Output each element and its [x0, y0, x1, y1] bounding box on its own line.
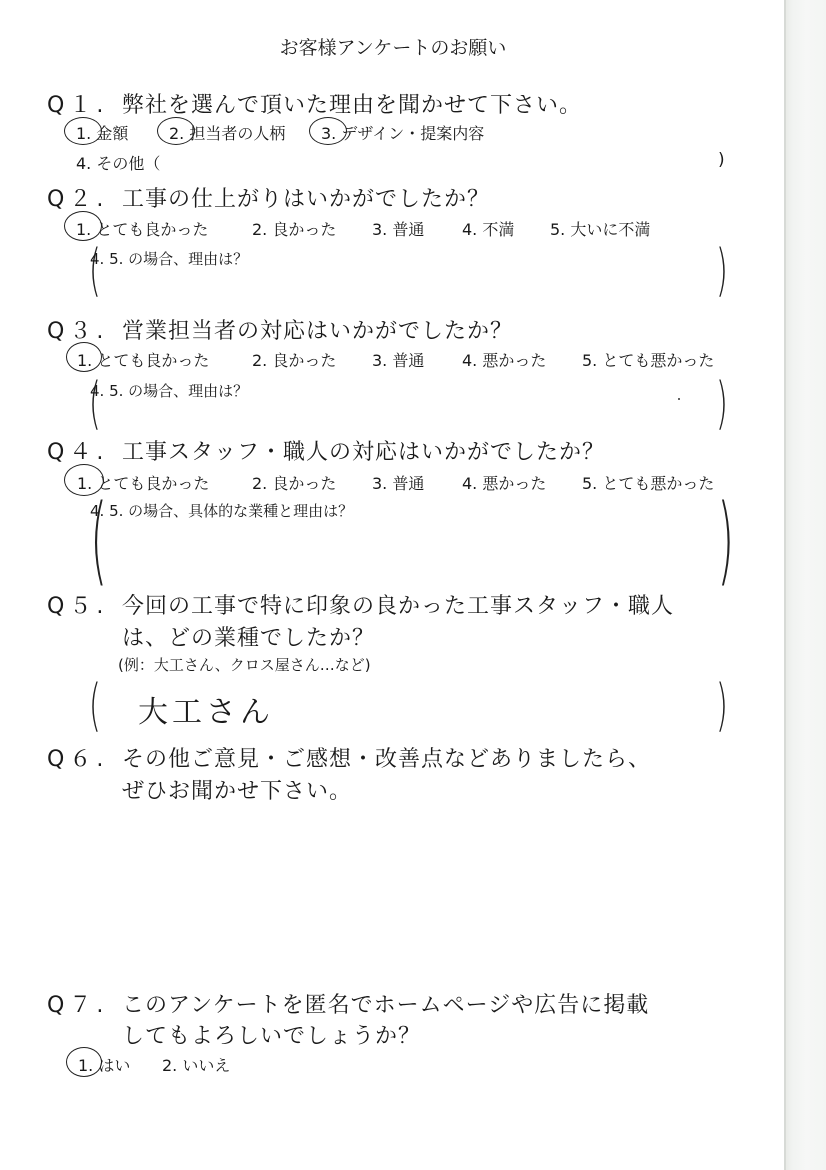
survey-title: お客様アンケートのお願い — [279, 37, 507, 59]
q2-option-1[interactable]: 1. とても良かった — [76, 220, 209, 239]
q5-answer-open-paren: ( — [88, 673, 101, 738]
q3-reason-open-paren: ( — [88, 371, 101, 436]
q2-option-3[interactable]: 3. 普通 — [372, 220, 425, 239]
scan-page-edge — [786, 0, 826, 1170]
q4-number: Q４. — [47, 440, 109, 465]
q5-question-line1: 今回の工事で特に印象の良かった工事スタッフ・職人 — [122, 594, 675, 619]
q7-option-2[interactable]: 2. いいえ — [162, 1056, 231, 1075]
q3-reason-label: 4. 5. の場合、理由は？ — [90, 382, 249, 400]
q7-question-line1: このアンケートを匿名でホームページや広告に掲載 — [122, 993, 650, 1018]
q3-option-3[interactable]: 3. 普通 — [372, 351, 425, 370]
q3-option-4[interactable]: 4. 悪かった — [462, 351, 547, 370]
q4-option-1[interactable]: 1. とても良かった — [77, 474, 210, 493]
q4-option-3[interactable]: 3. 普通 — [372, 474, 425, 493]
q1-option-2[interactable]: 2. 担当者の人柄 — [169, 124, 286, 143]
q3-option-2[interactable]: 2. 良かった — [252, 351, 337, 370]
q5-handwritten-answer: 大工さん — [138, 695, 274, 730]
q6-question-line2: ぜひお聞かせ下さい。 — [122, 779, 353, 804]
q5-answer-close-paren: ) — [715, 673, 728, 738]
q1-number: Q１. — [47, 93, 109, 118]
q4-reason-close-paren: ) — [717, 484, 735, 596]
q3-question: 営業担当者の対応はいかがでしたか？ — [122, 319, 514, 344]
q2-reason-close-paren: ) — [715, 238, 728, 303]
q7-option-1[interactable]: 1. はい — [78, 1056, 131, 1075]
q4-reason-label: 4. 5. の場合、具体的な業種と理由は？ — [90, 502, 354, 520]
q1-option-3[interactable]: 3. デザイン・提案内容 — [321, 124, 485, 143]
q4-option-4[interactable]: 4. 悪かった — [462, 474, 547, 493]
q2-reason-label: 4. 5. の場合、理由は？ — [90, 250, 249, 268]
q2-option-4[interactable]: 4. 不満 — [462, 220, 515, 239]
q7-question-line2: してもよろしいでしょうか？ — [122, 1024, 422, 1049]
q4-reason-open-paren: ( — [90, 484, 108, 596]
q7-number: Q７. — [47, 993, 109, 1018]
q3-option-1[interactable]: 1. とても良かった — [77, 351, 210, 370]
q3-number: Q３. — [47, 319, 109, 344]
q4-option-5[interactable]: 5. とても悪かった — [582, 474, 715, 493]
q2-option-5[interactable]: 5. 大いに不満 — [550, 220, 651, 239]
q6-question-line1: その他ご意見・ご感想・改善点などありましたら、 — [122, 747, 652, 772]
q1-option-1[interactable]: 1. 金額 — [76, 124, 129, 143]
ink-speck — [678, 398, 680, 400]
q5-number: Q５. — [47, 594, 109, 619]
q2-number: Q２. — [47, 187, 109, 212]
q2-reason-open-paren: ( — [88, 238, 101, 303]
q5-example: (例：大工さん、クロス屋さん…など) — [118, 656, 371, 674]
q1-question: 弊社を選んで頂いた理由を聞かせて下さい。 — [122, 93, 583, 118]
q1-other-close-paren: ) — [718, 150, 725, 170]
q6-number: Q６. — [47, 747, 109, 772]
q3-reason-close-paren: ) — [715, 371, 728, 436]
q4-option-2[interactable]: 2. 良かった — [252, 474, 337, 493]
q3-option-5[interactable]: 5. とても悪かった — [582, 351, 715, 370]
q5-question-line2: は、どの業種でしたか？ — [122, 626, 376, 651]
q2-option-2[interactable]: 2. 良かった — [252, 220, 337, 239]
q2-question: 工事の仕上がりはいかがでしたか？ — [122, 187, 491, 212]
q4-question: 工事スタッフ・職人の対応はいかがでしたか？ — [122, 440, 606, 465]
q1-option-other[interactable]: 4. その他（ — [76, 154, 161, 173]
scan-edge-line — [784, 0, 786, 1170]
